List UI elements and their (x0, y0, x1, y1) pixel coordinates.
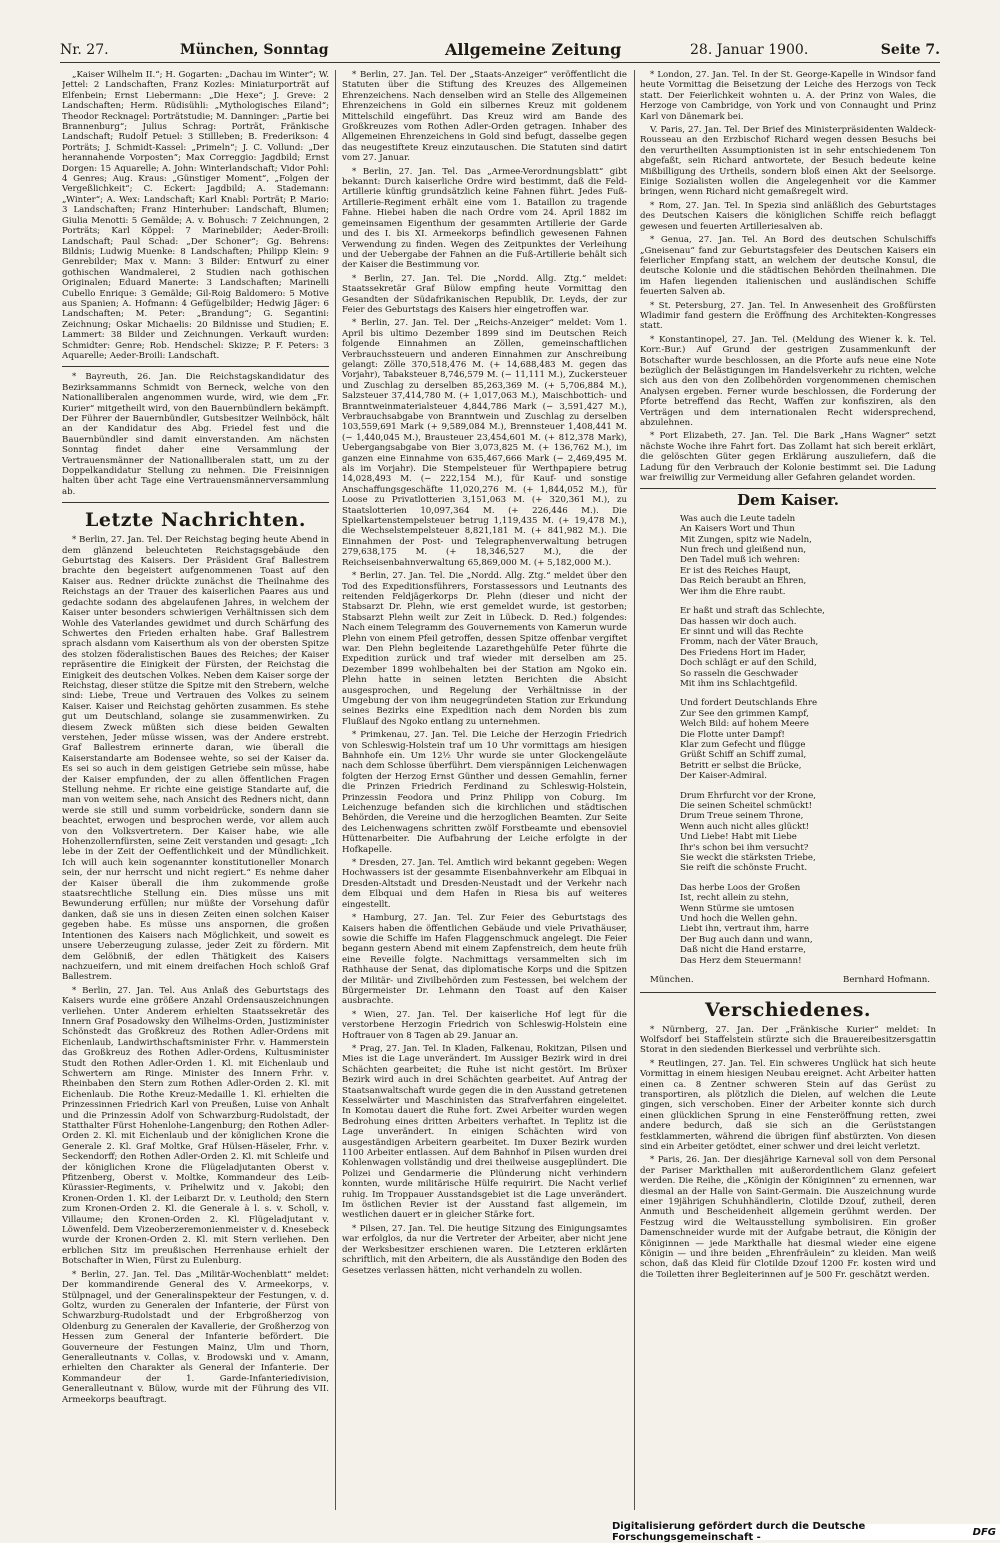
article-st-petersburg: * St. Petersburg, 27. Jan. Tel. In Anwesenheit des Großfürsten Wladimir fand gestern die Eröffnung des Architekten-Kongresses statt. (640, 300, 936, 332)
article-london: * London, 27. Jan. Tel. In der St. George-Kapelle in Windsor fand heute Vormittag die Beisetzung der Leiche des Herzogs von Teck statt. Der Feierlichkeit wohnten u. A. der Prinz von Wales, die Herzoge von Cambridge, von York und von Connaught und Prinz Karl von Dänemark bei. (640, 70, 936, 122)
article-genua: * Genua, 27. Jan. Tel. An Bord des deutschen Schulschiffs „Gneisenau“ fand zur Geburtstagsfeier des Deutschen Kaisers ein feierlicher Empfang statt, an welchem der deutsche Konsul, die deutsche Kolonie und die städtischen Behörden theilnahmen. Die im Hafen liegenden italienischen und ausländischen Schiffe feuerten Salven ab. (640, 235, 936, 298)
poem-line: Mit ihm ins Schlachtgefild. (680, 678, 798, 689)
newspaper-title: Allgemeine Zeitung (445, 40, 622, 59)
poem-line: Sie reift die schönste Frucht. (680, 863, 808, 874)
separator (62, 502, 329, 503)
poem-line: Betritt er selbst die Brücke, (680, 760, 802, 771)
poem-line: Er ist des Reiches Haupt, (680, 565, 791, 576)
poem-line: Daß nicht die Hand erstarre, (680, 945, 806, 956)
article-berlin-buelow: * Berlin, 27. Jan. Tel. Die „Nordd. Allg. Ztg.“ meldet: Staatssekretär Graf Bülow empfing heute Vormittag den Gesandten der Südafrikanischen Republik, Dr. Leyds, der zur Feier des Geburtstags des Kaisers hier eingetroffen war. (342, 273, 627, 315)
credit-text: Digitalisierung gefördert durch die Deutsche Forschungsgemeinschaft - (612, 1521, 866, 1543)
section-title-latest-news: Letzte Nachrichten. (85, 509, 306, 532)
poem-title: Dem Kaiser. (737, 491, 839, 510)
article-bayreuth: * Bayreuth, 26. Jan. Die Reichstagskandidatur des Bezirksammanns Schmidt von Berneck, welche von den Nationalliberalen angenommen wurde, wird, wie dem „Fr. Kurier“ mitgetheilt wird, von den Bauernbündlern bekämpft. Der Führer der Bauernbündler, Gutsbesitzer Weilnböck, hält an der Kandidatur des Abg. Friedel fest und die Bauernbündler sind damit einverstanden. Am nächsten Sonntag findet daher eine Versammlung der Vertrauensmänner der Nationalliberalen statt, um zu der Doppelkandidatur Stellung zu nehmen. Die Freisinnigen halten über acht Tage eine Vertrauensmännerversammlung ab. (62, 372, 329, 497)
poem-line: Die Flotte unter Dampf! (680, 729, 785, 740)
poem-line: Drum Treue seinem Throne, (680, 811, 804, 822)
article-berlin-orders: * Berlin, 27. Jan. Tel. Aus Anlaß des Geburtstags des Kaisers wurde eine größere Anzahl Ordensauszeichnungen verliehen. Unter Anderem erhielten Staatssekretär des Innern Graf Posadowsky den Wilhelms-Orden, Justizminister Schönstedt das Großkreuz des Rothen Adler-Ordens mit Eichenlaub, Landwirthschaftsminister Frhr. v. Hammerstein das Großkreuz des Rothen Adler-Ordens, Kultusminister Studt den Rothen Adler-Orden 1. Kl. mit Eichenlaub und Schwertern am Ringe. Minister des Innern Frhr. v. Rheinbaben den Stern zum Rothen Adler-Orden 2. Kl. mit Eichenlaub. Die Rothe Kreuz-Medaille 1. Kl. erhielten die Prinzessinnen Friedrich Karl von Preußen, Luise von Anhalt und die Prinzessin Adolf von Schwarzburg-Rudolstadt, der Statthalter Fürst Hohenlohe-Langenburg; den Rothen Adler-Orden 2. Kl. mit Eichenlaub und der königlichen Krone die Generale 2. Kl. Graf Moltke, Graf Hülsen-Häseler, Frhr. v. Seckendorff; den Rothen Adler-Orden 2. Kl. mit Schleife und der königlichen Krone die Flügeladjutanten Oberst v. Pfitzenberg, Oberst v. Moltke, Kommandeur des Leib-Kürassier-Regiments, v. Prihelwitz und v. Jakobi; den Kronen-Orden 1. Kl. der Leibarzt Dr. v. Leuthold; den Stern zum Kronen-Orden 2. Kl. die Generale à l. s. v. Scholl, v. Villaume; den Kronen-Orden 2. Kl. Flügeladjutant v. Löwenfeld. Dem Vizeoberzeremonienmeister v. d. Knesebeck wurde der Kronen-Orden 2. Kl. mit Stern verliehen. Den erblichen Sitz im preußischen Herrenhause erhielt der Botschafter in Wien, Fürst zu Eulenburg. (62, 985, 329, 1267)
poem-line: Er sinnt und will das Rechte (680, 626, 804, 637)
poem-line: Und Liebe! Habt mit Liebe (680, 832, 797, 843)
poem-stanza (680, 883, 936, 966)
poem-line: Doch schlägt er auf den Schild, (680, 658, 817, 669)
poem-stanza (680, 514, 936, 597)
poem-signature (650, 975, 930, 985)
poem-line: Nun frech und gleißend nun, (680, 545, 807, 556)
poem-line: Klar zum Gefecht und flügge (680, 739, 806, 750)
poem-line: Liebt ihn, vertraut ihm, harre (680, 924, 809, 935)
issue-number: Nr. 27. (60, 42, 109, 58)
article-berlin-military: * Berlin, 27. Jan. Tel. Das „Militär-Wochenblatt“ meldet: Der kommandirende General des V. Armeekorps, v. Stülpnagel, und der Generalinspekteur der Festungen, v. d. Goltz, wurden zu Generalen der Infanterie, der Fürst von Schwarzburg-Rudolstadt und der Erbgroßherzog von Oldenburg zu Generalen der Kavallerie, der Großherzog von Hessen zum General der Infanterie befördert. Die Gouverneure der Festungen Mainz, Ulm und Thorn, Generalleutnants v. Collas, v. Brodowski und v. Amann, erhielten den Charakter als General der Infanterie. Der Kommandeur der 1. Garde-Infanteriedivision, Generalleutnant v. Bülow, wurde mit der Führung des VII. Armeekorps beauftragt. (62, 1269, 329, 1405)
poem-line: Das herbe Loos der Großen (680, 882, 801, 893)
dfg-logo: DFG (972, 1526, 996, 1538)
poem-stanza (680, 791, 936, 874)
poem-line: So rasseln die Geschwader (680, 668, 798, 679)
article-wien: * Wien, 27. Jan. Tel. Der kaiserliche Hof legt für die verstorbene Herzogin Friedrich von Schleswig-Holstein eine Hoftrauer von 8 Tagen ab 29. Januar an. (342, 1009, 627, 1041)
poem-line: Mit Zungen, spitz wie Nadeln, (680, 534, 812, 545)
article-berlin-reichstag: * Berlin, 27. Jan. Tel. Der Reichstag beging heute Abend in dem glänzend beleuchteten Reichstagsgebäude den Geburtstag des Kaisers. Der Präsident Graf Ballestrem brachte den begeistert aufgenommenen Toast auf den Kaiser aus. Redner drückte zunächst die Theilnahme des Reichstags an der Trauer des kaiserlichen Paares aus und gedachte sodann des abgelaufenen Jahres, in welchem der Kaiser unter besonders schwierigen Verhältnissen sich dem Wohle des Vaterlandes gewidmet und durch Schärfung des Schwertes den Frieden erhalten habe. Graf Ballestrem sprach alsdann vom Kaiserthum als von der obersten Spitze des stolzen föderalistischen Baues des Reiches; der Kaiser repräsentire die Einigkeit der Fürsten, der Reichstag die Einigkeit des deutschen Volkes. Neben dem Kaiser sorge der Reichstag, dieser stütze die Spitze mit den Strebern, welche sind: Liebe, Treue und Vertrauen des Volkes zu seinem Kaiser. Kaiser und Reichstag gehörten zusammen. Es stehe gut um Deutschland, solange sie zusammenwirken. Zu diesem Zweck müßten sich diese beiden Gewalten verstehen, Jeder müsse wissen, was der Andere erstrebt. Graf Ballestrem erinnerte daran, wie überall die Kaiserstandarte am Bodensee wehte, so sei der Kaiser da. Es sei so auch in dem geistigen Getriebe sein müsse, habe der Kaiser empfunden, der zu allen öffentlichen Fragen Stellung nehme. Er richte eine geistige Standarte auf, die man von weitem sehe, nach Ansicht des Redners nicht, dann werde sie still und summ vorbeidrücke, sondern dann sie beachtet, erwogen und besprochen werde, vor allem auch von den Volksvertretern. Der Kaiser habe, wie alle Hohenzollernfürsten, seine Zeit verstanden und gesagt: „Ich lebe in der Zeit der Oeffentlichkeit und der Mündlichkeit. Ich will auch kein sogenannter konstitutioneller Monarch sein, der nur herrscht und nicht regiert.“ Es nehme daher der Kaiser überall die ihm zukommende große staatsrechtliche Stellung ein. Dies müsse uns mit Bewunderung erfüllen; nur müßte der Vorsehung dafür danken, daß sie uns in diesen Zeiten einen solchen Kaiser gegeben habe. Es müsse uns anspornen, die großen Intentionen des Kaisers nach Möglichkeit, und soweit es unsere Ueberzeugung zulasse, jeder Zeit zu fördern. Mit dem Gelöbniß, der edlen Thätigkeit des Kaisers nachzueifern, und mit einem dreifachen Hoch schloß Graf Ballestrem. (62, 535, 329, 983)
column-middle (342, 70, 627, 1510)
poem-line: Und fordert Deutschlands Ehre (680, 698, 818, 709)
article-paris-waldeck: V. Paris, 27. Jan. Tel. Der Brief des Ministerpräsidenten Waldeck-Rousseau an den Erzbischof Richard wegen dessen Besuchs bei den verurtheilten Assumptionisten ist in sehr entschiedenem Ton abgefaßt, sein Richard antwortete, der Besuch bedeute keine Mißbilligung des Urtheils, sondern bloß einen Akt der Seelsorge. Einige Sozialisten wollen die Angelegenheit vor die Kammer bringen, wenn Richard nicht gemaßregelt wird. (640, 125, 936, 198)
poem-line: Drum Ehrfurcht vor der Krone, (680, 790, 817, 801)
article-port-elizabeth: * Port Elizabeth, 27. Jan. Tel. Die Bark „Hans Wagner“ setzt nächste Woche ihre Fahrt fort. Das Zollamt hat sich bereit erklärt, die gelöschten Güter gegen Erklärung auszuliefern, daß die Ladung für den Verbrauch der Kolonie bestimmt sei. Die Ladung war freiwillig zur Vermeidung aller Gefahren gelandet worden. (640, 431, 936, 484)
poem-line: Wenn Stürme sie umtosen (680, 903, 795, 914)
poem-line: Grüßt Schiff an Schiff zumal, (680, 750, 807, 761)
poem-line: Die seinen Scheitel schmückt! (680, 801, 813, 811)
poem-line: Das Reich beraubt an Ehren, (680, 576, 807, 587)
poem-line: Ist, recht allein zu stehn, (680, 893, 789, 904)
poem-line: Welch Bild: auf hohem Meere (680, 719, 809, 730)
poem-line: Sie weckt die stärksten Triebe, (680, 853, 816, 864)
column-right (640, 70, 936, 1510)
article-berlin-plehn: * Berlin, 27. Jan. Tel. Die „Nordd. Allg. Ztg.“ meldet über den Tod des Expeditionsführers, Forstassessors und Leutnants des reitenden Feldjägerkorps Dr. Plehn (dieser und nicht der Stabsarzt Dr. Plehn, wie erst gemeldet wurde, ist gestorben; Stabsarzt Plehn weilt zur Zeit in Lübeck. D. Red.) folgendes: Nach einem Telegramm des Gouvernements von Kamerun wurde Plehn von einem Pfeil getroffen, dessen Spitze offenbar vergiftet war. Den Plehn begleitende Lazarethgehülfe Peter führte die Expedition zurück und traf wieder mit derselben am 25. Dezember 1899 wohlbehalten bei der Station am Ngoko ein. Plehn hatte in seinen letzten Berichten die Absicht ausgesprochen, und Regelung der Verhältnisse in der Umgebung der von ihm neugegründeten Station zur Erkundung seines Bezirks eine Expedition nach dem Norden bis zum Flußlauf des Ngoko entlang zu unternehmen. (342, 571, 627, 727)
poem-line: Er haßt und straft das Schlechte, (680, 606, 825, 617)
art-exhibition-list: „Kaiser Wilhelm II.“; H. Gogarten: „Dachau im Winter“; W. Jettel: 2 Landschaften, Franz Kozles: Miniaturporträt auf Elfenbein; Ernst Liebermann: „Die Hexe“; J. Greve: 2 Landschaften; Herm. Rüdisühli: „Mythologisches Eiland“; Theodor Recknagel: Porträtstudie; M. Danninger: „Partie bei Brannenburg“; Julius Schrag: Porträt, Fränkische Landschaft; Rudolf Petuel: 3 Stillleben; B. Frederikson: 4 Porträts; J. Schmidt-Kassel: „Primeln“; J. C. Vollund: „Der herannahende Vorposten“; Max Correggio: Jagdbild; Ernst Dorgen: 15 Aquarelle; A. John: Winterlandschaft; Vidor Pohl: 4 Genres; Aug. Kraus: „Günstiger Moment“, „Folgen der Vergeßlichkeit“; C. Eckert: Jagdbild; A. Stademann: „Winter“; A. Wex: Landschaft; Karl Knabl: Porträt; P. Mario: 3 Landschaften; Franz Hinterhuber: Landschaft, Blumen; Giulia Menotti: 5 Gemälde; A. v. Bohusch: 7 Zeichnungen, 2 Porträts; Karl Köppel: 7 Marinebilder; Aeder-Broili: Landschaft; Paul Schad: „Der Schoner“; Gg. Behrens: Bildnis; Ludwig Muenke: 8 Landschaften; Philipp Klein: 9 Genrebilder; Max v. Mann: 3 Bilder: Entwurf zu einer gothischen Wandmalerei, 2 Studien nach gothischen Originalen; Eduard Manerte: 3 Landschaften; Marinelli Cubello Enrique: 3 Gemälde; Gil-Roig Baldomero: 5 Motive aus Spanien; A. Hofmann: 4 Gefügelbilder; Hedwig Jäger: 6 Landschaften; M. Peter: „Brandung“; G. Segantini: Zeichnung; Oskar Michaelis: 20 Bildnisse und Studien; E. Lammert: 38 Bilder und Zeichnungen. Verkauft wurden: Schmidter: Genre; Rob. Hendschel: Skizze; P. F. Peters: 3 Aquarelle; Aeder-Broili: Landschaft. (62, 70, 329, 361)
poem-line: Der Kaiser-Admiral. (680, 771, 767, 782)
article-primkenau: * Primkenau, 27. Jan. Tel. Die Leiche der Herzogin Friedrich von Schleswig-Holstein traf um 10 Uhr vormittags am hiesigen Bahnhofe ein. Um 12½ Uhr wurde sie unter Glockengeläute nach dem Schlosse überführt. Dem vierspännigen Leichenwagen folgten der Herzog Ernst Günther und dessen Gemahlin, ferner die Prinzen Friedrich Ferdinand zu Schleswig-Holstein, Prinzessin Feodora und Prinz Philipp von Coburg. Im Leichenzuge befanden sich die kirchlichen und städtischen Behörden, die Vereine und die herzoglichen Beamten. Zur Seite des Leichenwagens schritten zwölf Forstbeamte und ebensoviel Hüttenarbeiter. Die Aufbahrung der Leiche erfolgte in der Hofkapelle. (342, 730, 627, 855)
poem-line: Zur See den grimmen Kampf, (680, 708, 809, 719)
separator (640, 488, 936, 489)
signature-author: Bernhard Hofmann. (843, 975, 930, 986)
article-dresden: * Dresden, 27. Jan. Tel. Amtlich wird bekannt gegeben: Wegen Hochwassers ist der gesammte Eisenbahnverkehr am Elbquai in Dresden-Altstadt und Dresden-Neustadt und der Verkehr nach dem Elbquai und dem Hafen in Riesa bis auf weiteres eingestellt. (342, 858, 627, 910)
poem (640, 491, 936, 986)
article-pilsen: * Pilsen, 27. Jan. Tel. Die heutige Sitzung des Einigungsamtes war erfolglos, da nur die Vertreter der Arbeiter, aber nicht jene der Werksbesitzer erschienen waren. Die Letzteren erklärten schriftlich, mit den Arbeitern, die als Ausständige den Boden des Gesetzes verlassen hätten, nicht verhandeln zu wollen. (342, 1223, 627, 1276)
poem-line: Ihr's schon bei ihm versucht? (680, 842, 809, 853)
article-nuernberg: * Nürnberg, 27. Jan. Der „Fränkische Kurier“ meldet: In Wolfsdorf bei Staffelstein stürzte sich die Brauereibesitzersgattin Storat in den siedenden Bierkessel und verbrühte sich. (640, 1024, 936, 1056)
article-berlin-einnahmen: * Berlin, 27. Jan. Tel. Der „Reichs-Anzeiger“ meldet: Vom 1. April bis ultimo Dezember 1899 sind im Deutschen Reich folgende Einnahmen an Zöllen, gemeinschaftlichen Verbrauchssteuern und anderen Einnahmen zur Anschreibung gelangt: Zölle 370,518,476 M. (+ 14,688,483 M. gegen das Vorjahr), Tabaksteuer 8,746,579 M. (− 11,111 M.), Zuckersteuer und Zuschlag zu derselben 85,263,369 M. (+ 5,706,884 M.), Salzsteuer 37,414,780 M. (+ 1,017,063 M.), Maischbottich- und Branntweinmaterialsteuer 4,844,786 Mark (− 3,591,427 M.), Verbrauchsabgabe von Branntwein und Zuschlag zu derselben 103,559,691 Mark (+ 9,589,084 M.), Brennsteuer 1,408,441 M. (− 1,440,045 M.), Brausteuer 23,454,601 M. (+ 812,378 Mark), Uebergangsabgabe von Bier 3,073,825 M. (+ 136,762 M.), im ganzen eine Einnahme von 635,467,666 Mark (− 2,469,495 M. als im Vorjahr). Die Stempelsteuer für Werthpapiere betrug 14,028,493 M. (− 222,154 M.), für Kauf- und sonstige Anschaffungsgeschäfte 11,020,276 M. (+ 1,844,052 M.), für Loose zu Privatlotterien 3,151,063 M. (+ 320,361 M.), zu Staatslotterien 10,097,364 M. (+ 226,446 M.). Die Spielkartenstempelsteuer betrug 1,119,435 M. (+ 19,478 M.), die Wechselstempelsteuer 8,821,181 M. (+ 841,982 M.). Die Einnahmen der Post- und Telegraphenverwaltung betrugen 279,638,175 M. (+ 18,346,527 M.), die der Reichseisenbahnverwaltung 65,869,000 M. (+ 5,182,000 M.). (342, 318, 627, 568)
column-left (62, 70, 329, 1510)
article-berlin-ehrenzeichen: * Berlin, 27. Jan. Tel. Der „Staats-Anzeiger“ veröffentlicht die Statuten über die Stiftung des Kreuzes des Allgemeinen Ehrenzeichens. Nach denselben wird an Stelle des Allgemeinen Ehrenzeichens in Gold ein silbernes Kreuz mit goldenem Mittelschild eingeführt. Das Kreuz wird am Bande des Großkreuzes vom Rothen Adler-Orden getragen. Inhaber des Allgemeinen Ehrenzeichens in Gold sind befugt, dasselbe gegen das neugestiftete Kreuz einzutauschen. Die Statuten sind datirt vom 27. Januar. (342, 70, 627, 164)
separator (640, 992, 936, 993)
page-number: Seite 7. (880, 42, 940, 58)
article-paris-karneval: * Paris, 26. Jan. Der diesjährige Karneval soll von dem Personal der Pariser Markthallen mit außerordentlichem Glanz gefeiert werden. Die Reihe, die „Königin der Königinnen“ zu ernennen, war diesmal an der Halle von Saint-Germain. Die Auszeichnung wurde einer 19jährigen Schuhhändlerin, Clotilde Dzouf, zutheil, deren Anmuth und Bescheidenheit allgemein gerühmt werden. Der Festzug wird die Weltausstellung symbolisiren. Ein großer Damenschneider wurde mit der Aufgabe betraut, die Königin der Königinnen — jede Markthalle hat diesmal wieder eine eigene Königin — und ihre beiden „Ehrenfräulein“ zu kleiden. Man weiß schon, daß das Kleid für Clotilde Dzouf 1200 Fr. kosten wird und die Toiletten ihrer Begleiterinnen auf je 500 Fr. geschätzt werden. (640, 1155, 936, 1280)
poem-line: Fromm, nach der Väter Brauch, (680, 637, 819, 648)
separator (62, 366, 329, 367)
article-hamburg: * Hamburg, 27. Jan. Tel. Zur Feier des Geburtstags des Kaisers haben die öffentlichen Gebäude und viele Privathäuser, sowie die Schiffe im Hafen Flaggenschmuck angelegt. Die Feier begann gestern Abend mit einem Zapfenstreich, dem heute früh eine Reveille folgte. Nachmittags versammelten sich im Rathhause der Senat, das diplomatische Korps und die Spitzen der Militär- und Zivilbehörden zum Festessen, bei welchem der Bürgermeister Dr. Lehmann den Toast auf den Kaiser ausbrachte. (342, 913, 627, 1007)
signature-place: München. (650, 975, 694, 986)
poem-line: Das Herz dem Steuermann! (680, 955, 802, 966)
poem-line: Der Bug auch dann und wann, (680, 934, 813, 945)
poem-line: Wer ihm die Ehre raubt. (680, 586, 786, 597)
article-reutlingen: * Reutlingen, 27. Jan. Tel. Ein schweres Unglück hat sich heute Vormittag in einem hiesigen Neubau ereignet. Acht Arbeiter hatten einen ca. 8 Zentner schweren Stein auf das Gerüst zu transportiren, als plötzlich die Dielen, auf welchen die Leute gingen, sich verschoben. Einer der Arbeiter konnte sich durch einen glücklichen Sprung in eine Fensteröffnung retten, zwei andere bedurch, daß sie sich an die Gerüststangen festklammerten, während die übrigen fünf abstürzten. Von diesen sind ein Arbeiter getödtet, einer schwer und drei leicht verletzt. (640, 1058, 936, 1152)
place-day: München, Sonntag (180, 42, 329, 58)
article-konstantinopel: * Konstantinopel, 27. Jan. Tel. (Meldung des Wiener k. k. Tel. Korr.-Bur.) Auf Grund der gestrigen Zusammenkunft der Botschafter wurde beschlossen, an die Pforte aufs neue eine Note bezüglich der Belästigungen im Handelsverkehr zu richten, welche sich aus den von den Zollbehörden vorgenommenen chemischen Analysen ergeben. Ferner wurde beschlossen, die Forderung der Pforte betreffend das Recht, Waffen zur konfisziren, als den Verträgen und dem internationalen Recht widersprechend, abzulehnen. (640, 334, 936, 428)
poem-line: Wenn auch nicht alles glückt! (680, 821, 810, 832)
poem-stanza (680, 606, 936, 689)
page-header (60, 40, 940, 63)
article-berlin-fahnen: * Berlin, 27. Jan. Tel. Das „Armee-Verordnungsblatt“ gibt bekannt: Durch kaiserliche Ordre wird bestimmt, daß die Feld-Artillerie künftig grundsätzlich keine Fahnen führt. Jedes Fuß-Artillerie-Regiment erhält eine vom 1. Bataillon zu tragende Fahne. Hiebei haben die nach Ordre vom 24. April 1882 im gemeinsamen Eigenthum der gesammten Artillerie der Garde und des I. bis XI. Armeekorps befindlich gewesenen Fahnen Verwendung zu finden. Wegen des Zeitpunktes der Verleihung und der Uebergabe der Fahnen an die Fuß-Artillerie behält sich der Kaiser die Bestimmung vor. (342, 166, 627, 271)
issue-date: 28. Januar 1900. (690, 42, 809, 58)
column-divider (634, 70, 635, 1510)
poem-line: Das hassen wir doch auch. (680, 616, 797, 627)
section-title-miscellaneous: Verschiedenes. (704, 998, 872, 1021)
poem-line: Was auch die Leute tadeln (680, 513, 796, 524)
digitization-credit (612, 1521, 1000, 1543)
poem-line: Den Tadel muß ich wehren: (680, 555, 801, 566)
poem-line: Des Friedens Hort im Hader, (680, 647, 806, 658)
article-prag: * Prag, 27. Jan. Tel. In Kladen, Falkenau, Rokitzan, Pilsen und Mies ist die Lage unverändert. Im Aussiger Bezirk wird in drei Schächten gearbeitet; die Ruhe ist nicht gestört. Im Brüxer Bezirk wird auch in drei Schächten gearbeitet. Auf Antrag der Staatsanwaltschaft wurde gegen die in den Ausstand getretenen Kesselwärter und Maschinisten das Strafverfahren eingeleitet. In Komotau dauert die Ruhe fort. Zwei Arbeiter wurden wegen Bedrohung eines dritten Arbeiters verhaftet. In Teplitz ist die Lage unverändert. In einigen Schächten wird von ausgeständigen Arbeitern gearbeitet. Im Duxer Bezirk wurden 1100 Arbeiter entlassen. Auf dem Bahnhof in Pilsen wurden drei Kohlenwagen vollständig und drei theilweise ausgeplündert. Die Polizei und Gendarmerie die Plünderung nicht verhindern konnten, wurde militärische Hülfe requirirt. Die Nacht verlief ruhig. Im Troppauer Ausstandsgebiet ist die Lage unverändert. Im östlichen Revier ist der Ausstand fast allgemein, im westlichen dauert er in gleicher Stärke fort. (342, 1043, 627, 1221)
article-rom: * Rom, 27. Jan. Tel. In Spezia sind anläßlich des Geburtstages des Deutschen Kaisers die königlichen Schiffe reich beflaggt gewesen und feuerten Artilleriesalven ab. (640, 200, 936, 232)
column-divider (335, 70, 336, 1510)
poem-line: Und hoch die Wellen gehn. (680, 914, 798, 925)
poem-stanza (680, 698, 936, 781)
poem-line: An Kaisers Wort und Thun (680, 524, 795, 535)
